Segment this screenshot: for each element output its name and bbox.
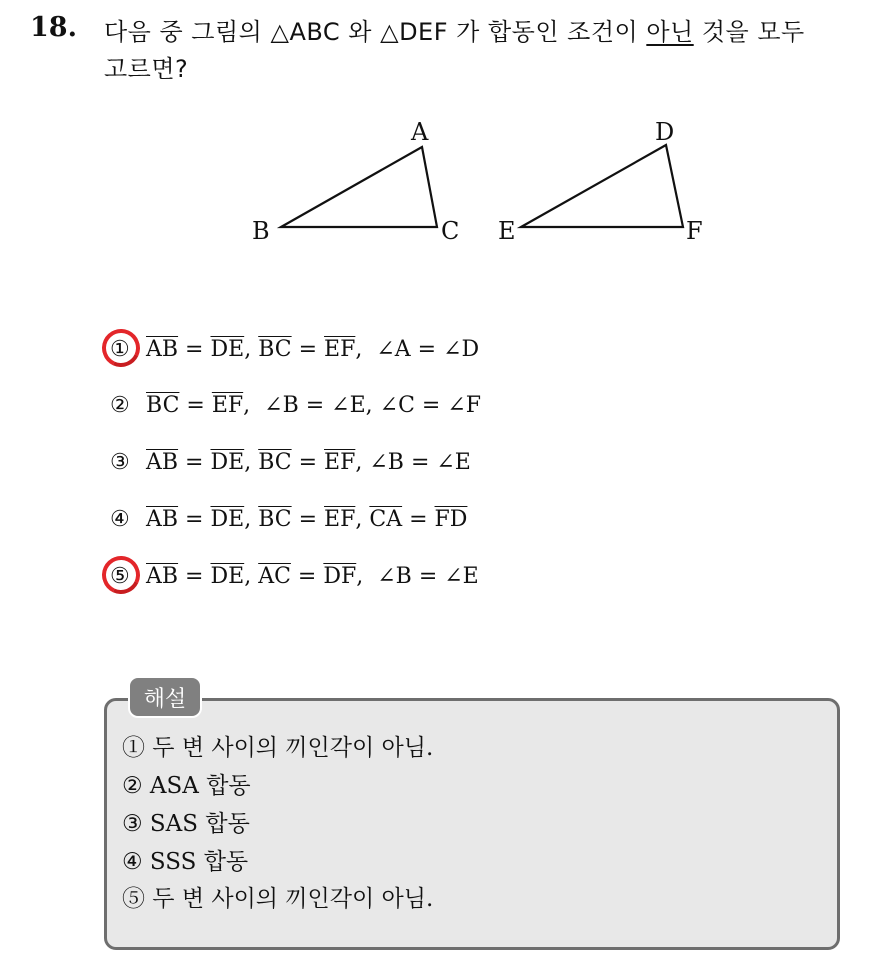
explanation-line-3: ③ SAS 합동 bbox=[122, 811, 250, 837]
segment-name: $\overline{BC}$ bbox=[146, 392, 180, 418]
choice-text: , bbox=[244, 506, 259, 532]
segment-name: $\overline{EF}$ bbox=[211, 392, 244, 418]
vertex-label-d: D bbox=[655, 118, 675, 146]
segment-name: $\overline{DF}$ bbox=[323, 563, 357, 589]
choice-text: = bbox=[178, 506, 211, 532]
question-emphasis: 아닌 bbox=[646, 18, 694, 46]
segment-name: $\overline{EF}$ bbox=[324, 506, 356, 532]
triangle-abc bbox=[281, 147, 437, 227]
choice-1[interactable] bbox=[110, 331, 479, 367]
question-text bbox=[104, 14, 864, 88]
explanation-line-1: ① 두 변 사이의 끼인각이 아님. bbox=[122, 735, 434, 761]
choice-text: = bbox=[402, 506, 435, 532]
triangles-figure bbox=[0, 100, 884, 260]
segment-name: $\overline{CA}$ bbox=[369, 506, 403, 532]
choice-text: , ∠B = ∠E bbox=[356, 563, 479, 589]
vertex-label-f: F bbox=[686, 217, 703, 245]
choice-text: , bbox=[244, 563, 259, 589]
choice-2[interactable] bbox=[110, 387, 481, 423]
segment-name: $\overline{DE}$ bbox=[210, 336, 245, 362]
segment-name: $\overline{DE}$ bbox=[210, 449, 245, 475]
choice-marker: ③ bbox=[110, 449, 130, 475]
choice-marker: ② bbox=[110, 392, 130, 418]
choice-text: = bbox=[178, 563, 211, 589]
choice-text: , ∠B = ∠E, ∠C = ∠F bbox=[243, 392, 482, 418]
choice-text: = bbox=[291, 336, 325, 362]
segment-name: $\overline{EF}$ bbox=[324, 449, 356, 475]
choice-text: = bbox=[178, 449, 211, 475]
choice-marker: ④ bbox=[110, 506, 130, 532]
triangle-def bbox=[521, 145, 683, 227]
choice-text: , ∠B = ∠E bbox=[355, 449, 471, 475]
vertex-label-c: C bbox=[441, 217, 460, 245]
segment-name: $\overline{FD}$ bbox=[434, 506, 468, 532]
explanation-line-5: ⑤ 두 변 사이의 끼인각이 아님. bbox=[122, 886, 434, 912]
vertex-label-b: B bbox=[252, 217, 270, 245]
choice-text: = bbox=[291, 506, 325, 532]
choice-5[interactable] bbox=[110, 558, 479, 594]
segment-name: $\overline{BC}$ bbox=[258, 449, 292, 475]
vertex-label-e: E bbox=[498, 217, 516, 245]
choice-3[interactable] bbox=[110, 444, 471, 480]
segment-name: $\overline{AB}$ bbox=[146, 336, 179, 362]
choice-text: = bbox=[291, 449, 325, 475]
choice-marker: ⑤ bbox=[110, 563, 130, 589]
segment-name: $\overline{DE}$ bbox=[210, 563, 245, 589]
question-text-part2: 것을 모두 bbox=[693, 18, 805, 46]
choice-marker: ① bbox=[110, 336, 130, 362]
choice-4[interactable] bbox=[110, 501, 467, 537]
choice-text: = bbox=[290, 563, 324, 589]
segment-name: $\overline{AB}$ bbox=[146, 449, 179, 475]
choice-text: = bbox=[178, 336, 211, 362]
explanation-line-4: ④ SSS 합동 bbox=[122, 849, 249, 875]
segment-name: $\overline{AB}$ bbox=[146, 563, 179, 589]
vertex-label-a: A bbox=[411, 118, 429, 146]
choice-text: = bbox=[179, 392, 212, 418]
question-text-line2: 고르면? bbox=[104, 55, 189, 83]
explanation-line-2: ② ASA 합동 bbox=[122, 773, 251, 799]
explanation-tag: 해설 bbox=[128, 676, 202, 718]
segment-name: $\overline{BC}$ bbox=[258, 506, 292, 532]
segment-name: $\overline{EF}$ bbox=[324, 336, 356, 362]
segment-name: $\overline{BC}$ bbox=[258, 336, 292, 362]
choice-text: , ∠A = ∠D bbox=[355, 336, 480, 362]
question-number: 18. bbox=[30, 12, 77, 43]
choice-text: , bbox=[244, 449, 259, 475]
choice-text: , bbox=[355, 506, 370, 532]
segment-name: $\overline{DE}$ bbox=[210, 506, 245, 532]
question-text-part1: 다음 중 그림의 △ABC 와 △DEF 가 합동인 조건이 bbox=[104, 18, 647, 46]
choice-text: , bbox=[244, 336, 259, 362]
segment-name: $\overline{AC}$ bbox=[258, 563, 291, 589]
segment-name: $\overline{AB}$ bbox=[146, 506, 179, 532]
